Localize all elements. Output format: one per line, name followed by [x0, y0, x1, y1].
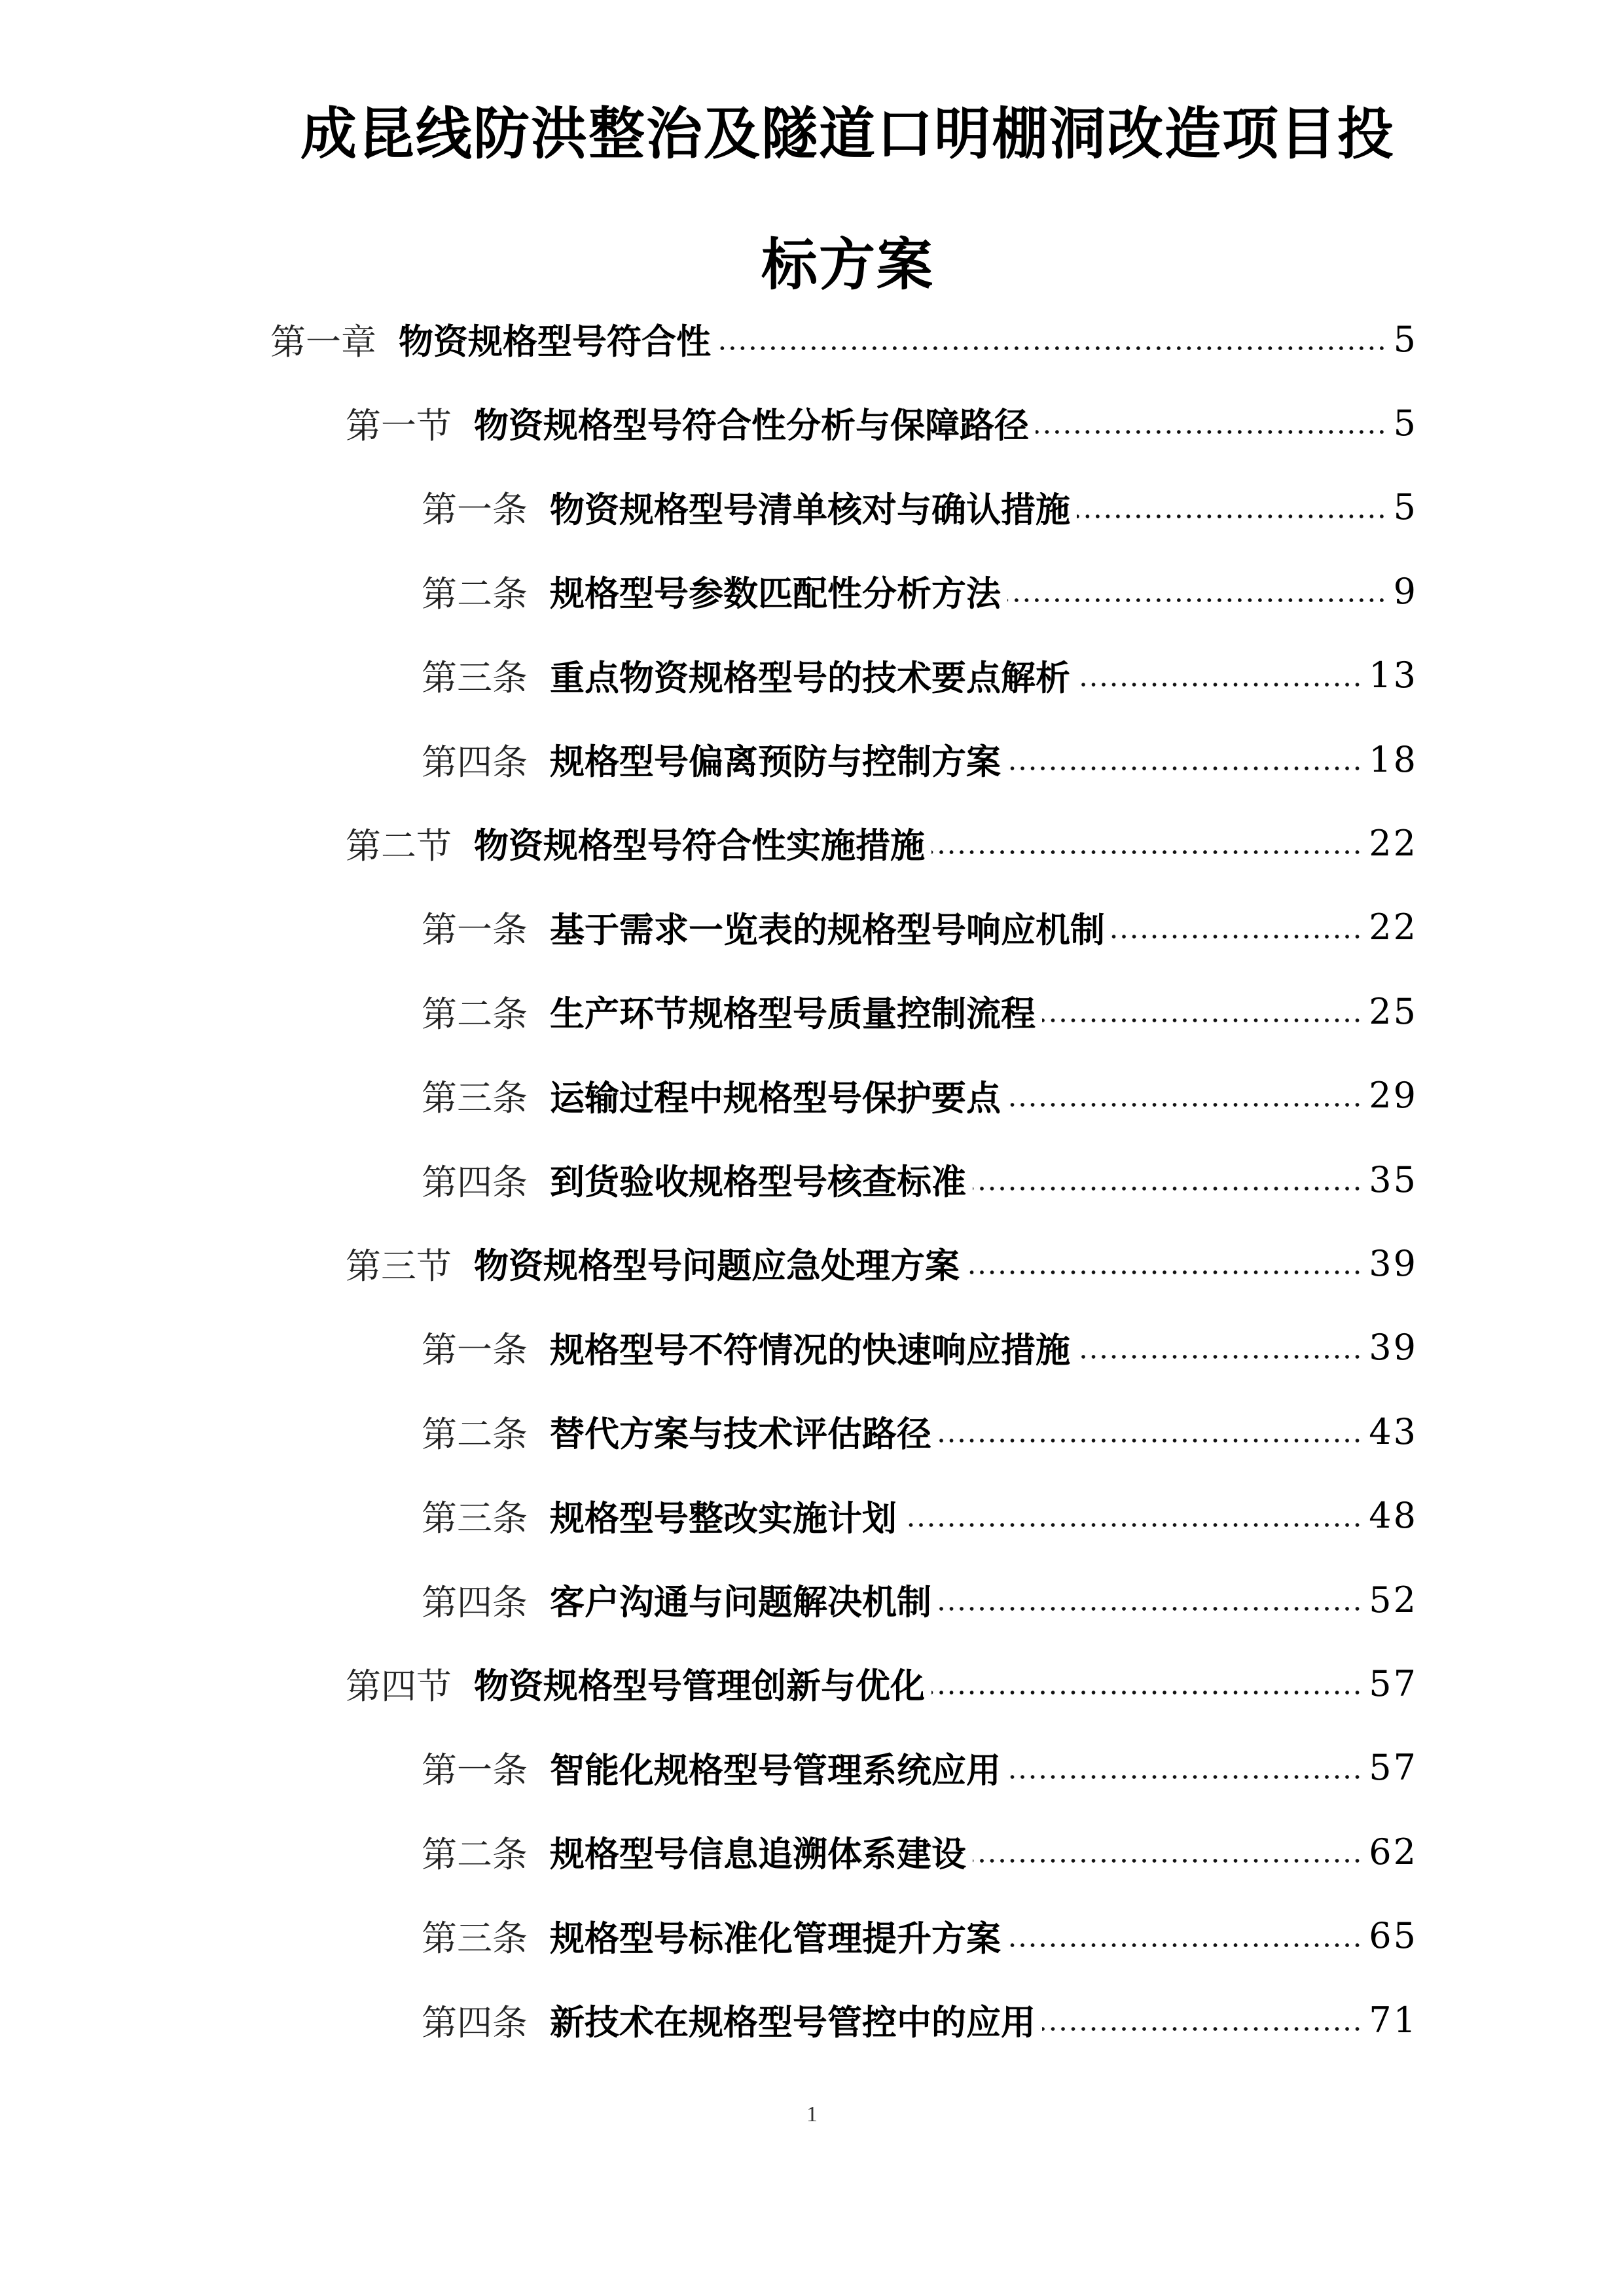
toc-entry-page-number: 35 [1369, 1158, 1418, 1200]
toc-dot-leader [1077, 1350, 1362, 1363]
toc-entry-title: 规格型号不符情况的快速响应措施 [550, 1330, 1070, 1371]
toc-entry-label: 第三节 [346, 1245, 452, 1287]
toc-dot-leader [1111, 930, 1362, 943]
toc-entry-page-number: 52 [1369, 1579, 1418, 1621]
toc-entry-page-number: 48 [1369, 1495, 1418, 1537]
toc-entry[interactable] [270, 313, 1418, 365]
toc-entry-page-number: 13 [1369, 655, 1418, 696]
toc-entry[interactable] [422, 733, 1418, 785]
toc-entry[interactable] [422, 1742, 1418, 1794]
toc-entry[interactable] [422, 649, 1418, 702]
document-title [249, 69, 1447, 331]
toc-entry-label: 第四条 [422, 1161, 528, 1203]
toc-entry-label: 第一章 [270, 321, 376, 363]
toc-dot-leader [938, 1434, 1362, 1447]
toc-entry[interactable] [346, 817, 1418, 869]
toc-entry[interactable] [422, 1825, 1418, 1878]
toc-dot-leader [973, 1854, 1362, 1867]
toc-entry-label: 第四条 [422, 2001, 528, 2043]
toc-entry[interactable] [422, 1994, 1418, 2046]
document-title-line-2: 标方案 [761, 232, 934, 298]
toc-dot-leader [903, 1518, 1362, 1532]
toc-entry-title: 规格型号偏离预防与控制方案 [550, 742, 1001, 782]
toc-entry[interactable] [346, 1237, 1418, 1289]
toc-dot-leader [1077, 510, 1387, 523]
toc-dot-leader [1007, 1098, 1362, 1111]
toc-entry-label: 第三条 [422, 1918, 528, 1960]
toc-entry-title: 到货验收规格型号核查标准 [550, 1162, 966, 1202]
toc-dot-leader [931, 1686, 1362, 1699]
toc-entry-page-number: 25 [1369, 990, 1418, 1032]
toc-entry-label: 第一条 [422, 1749, 528, 1791]
toc-dot-leader [1036, 425, 1387, 439]
toc-entry-title: 客户沟通与问题解决机制 [550, 1583, 931, 1623]
toc-entry-page-number: 71 [1369, 1999, 1418, 2041]
toc-entry-title: 智能化规格型号管理系统应用 [550, 1750, 1001, 1791]
toc-entry-page-number: 39 [1369, 1242, 1418, 1284]
toc-entry-label: 第一节 [346, 404, 452, 446]
toc-entry-page-number: 62 [1369, 1831, 1418, 1873]
toc-entry-label: 第四条 [422, 741, 528, 783]
toc-dot-leader [1077, 678, 1362, 691]
toc-entry-label: 第一条 [422, 489, 528, 531]
toc-entry[interactable] [422, 1069, 1418, 1122]
toc-entry-title: 规格型号整改实施计划 [550, 1498, 897, 1539]
toc-dot-leader [931, 846, 1362, 859]
toc-entry-title: 物资规格型号符合性分析与保障路径 [474, 406, 1029, 446]
toc-entry[interactable] [346, 1657, 1418, 1710]
toc-entry-title: 物资规格型号清单核对与确认措施 [550, 490, 1070, 530]
toc-dot-leader [973, 1182, 1362, 1195]
toc-entry-title: 物资规格型号问题应急处理方案 [474, 1246, 960, 1287]
toc-dot-leader [966, 1266, 1362, 1279]
toc-entry-label: 第三条 [422, 1498, 528, 1539]
toc-entry-label: 第四节 [346, 1665, 452, 1707]
toc-entry-label: 第三条 [422, 657, 528, 699]
toc-entry[interactable] [422, 985, 1418, 1037]
toc-entry-label: 第二条 [422, 573, 528, 615]
toc-dot-leader [717, 342, 1387, 355]
toc-entry-page-number: 57 [1369, 1662, 1418, 1704]
toc-entry-label: 第二条 [422, 1833, 528, 1875]
toc-entry-page-number: 5 [1393, 486, 1418, 528]
toc-entry[interactable] [422, 901, 1418, 954]
toc-entry-page-number: 39 [1369, 1327, 1418, 1369]
toc-entry-label: 第三条 [422, 1077, 528, 1119]
toc-entry[interactable] [422, 1153, 1418, 1206]
toc-entry-title: 重点物资规格型号的技术要点解析 [550, 658, 1070, 698]
toc-entry[interactable] [422, 1490, 1418, 1542]
toc-entry-title: 新技术在规格型号管控中的应用 [550, 2003, 1036, 2043]
toc-dot-leader [1042, 2022, 1362, 2036]
toc-entry-title: 规格型号标准化管理提升方案 [550, 1918, 1001, 1959]
toc-entry-title: 规格型号信息追溯体系建设 [550, 1835, 966, 1875]
toc-entry-page-number: 22 [1369, 906, 1418, 948]
toc-entry[interactable] [346, 397, 1418, 449]
toc-entry-title: 基于需求一览表的规格型号响应机制 [550, 910, 1105, 950]
toc-entry-page-number: 5 [1393, 318, 1418, 360]
toc-entry-page-number: 57 [1369, 1747, 1418, 1789]
toc-entry-title: 物资规格型号符合性实施措施 [474, 826, 925, 867]
toc-entry-page-number: 29 [1369, 1075, 1418, 1117]
toc-entry-title: 运输过程中规格型号保护要点 [550, 1078, 1001, 1119]
toc-entry-title: 生产环节规格型号质量控制流程 [550, 994, 1036, 1035]
toc-dot-leader [1042, 1014, 1362, 1027]
toc-dot-leader [1007, 762, 1362, 775]
document-title-line-1: 成昆线防洪整治及隧道口明棚洞改造项目投 [300, 101, 1395, 167]
page-number: 1 [806, 2102, 818, 2126]
toc-entry[interactable] [422, 1573, 1418, 1626]
toc-entry-label: 第二条 [422, 993, 528, 1035]
toc-dot-leader [1007, 1770, 1362, 1784]
toc-entry-title: 规格型号参数匹配性分析方法 [550, 574, 1001, 615]
toc-entry[interactable] [422, 481, 1418, 533]
toc-entry-page-number: 22 [1369, 822, 1418, 864]
toc-entry-page-number: 5 [1393, 402, 1418, 444]
toc-entry-label: 第二条 [422, 1413, 528, 1455]
toc-entry-title: 替代方案与技术评估路径 [550, 1414, 931, 1455]
toc-entry-label: 第一条 [422, 1329, 528, 1371]
toc-entry-page-number: 9 [1393, 570, 1418, 612]
toc-dot-leader [1007, 594, 1387, 607]
toc-dot-leader [1007, 1939, 1362, 1952]
toc-entry-title: 物资规格型号管理创新与优化 [474, 1666, 925, 1707]
toc-entry-page-number: 65 [1369, 1915, 1418, 1957]
toc-entry[interactable] [422, 1910, 1418, 1962]
toc-entry-label: 第四条 [422, 1581, 528, 1623]
toc-entry-label: 第一条 [422, 909, 528, 951]
toc-dot-leader [938, 1602, 1362, 1615]
toc-entry-page-number: 18 [1369, 738, 1418, 780]
toc-entry-page-number: 43 [1369, 1410, 1418, 1452]
toc-entry-title: 物资规格型号符合性 [399, 322, 711, 362]
toc-entry[interactable] [422, 565, 1418, 617]
toc-entry[interactable] [422, 1405, 1418, 1458]
toc-entry[interactable] [422, 1321, 1418, 1374]
toc-entry-label: 第二节 [346, 825, 452, 867]
